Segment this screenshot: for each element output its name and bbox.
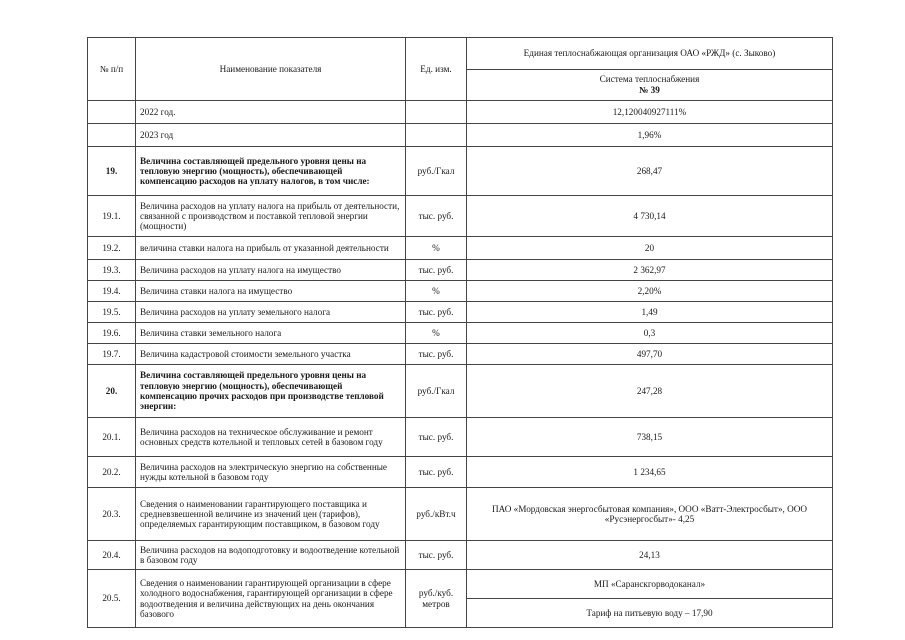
- row-value: 1,96%: [467, 124, 833, 147]
- row-indicator-name: Величина составляющей предельного уровня цены на тепловую энергию (мощность), обеспечивающей компенсацию расходов на уплату налогов, в том числе:: [136, 147, 406, 196]
- row-number: 20.: [88, 365, 136, 418]
- row-indicator-name: Величина составляющей предельного уровня цены на тепловую энергию (мощность), обеспечивающей компенсацию прочих расходов при производстве тепловой энергии:: [136, 365, 406, 418]
- row-indicator-name: Величина расходов на уплату земельного налога: [136, 302, 406, 323]
- row-value-organization: МП «Саранскгорводоканал»: [467, 570, 833, 599]
- table-row: [88, 260, 833, 281]
- row-number: 19.4.: [88, 281, 136, 302]
- row-value: 268,47: [467, 147, 833, 196]
- table-row: [88, 344, 833, 365]
- row-number: [88, 101, 136, 124]
- row-number: 19.3.: [88, 260, 136, 281]
- table-row: [88, 302, 833, 323]
- row-unit: руб./Гкал: [406, 147, 467, 196]
- header-organization: Единая теплоснабжающая организация ОАО «РЖД» (с. Зыково): [467, 38, 833, 70]
- row-value: 2 362,97: [467, 260, 833, 281]
- table-row: [88, 196, 833, 237]
- row-number: 19.5.: [88, 302, 136, 323]
- row-number: 20.2.: [88, 457, 136, 488]
- header-name: Наименование показателя: [136, 38, 406, 101]
- row-unit: %: [406, 237, 467, 260]
- header-num: № п/п: [88, 38, 136, 101]
- row-indicator-name: Величина расходов на техническое обслуживание и ремонт основных средств котельной и тепловых сетей в базовом году: [136, 418, 406, 457]
- row-value: 247,28: [467, 365, 833, 418]
- table-row: [88, 418, 833, 457]
- row-unit: [406, 101, 467, 124]
- row-indicator-name: величина ставки налога на прибыль от указанной деятельности: [136, 237, 406, 260]
- row-unit: %: [406, 323, 467, 344]
- row-value-tariff: Тариф на питьевую воду – 17,90: [467, 599, 833, 628]
- row-value: 497,70: [467, 344, 833, 365]
- header-row: [88, 38, 833, 70]
- row-indicator-name: Величина расходов на водоподготовку и водоотведение котельной в базовом году: [136, 541, 406, 570]
- row-unit: руб./кВт.ч: [406, 488, 467, 541]
- row-value: ПАО «Мордовская энергосбытовая компания», ООО «Ватт-Электросбыт», ООО «Русэнергосбыт»- 4,25: [467, 488, 833, 541]
- row-value: 1 234,65: [467, 457, 833, 488]
- row-unit: тыс. руб.: [406, 302, 467, 323]
- table-row: [88, 147, 833, 196]
- row-unit: [406, 124, 467, 147]
- row-value: 1,49: [467, 302, 833, 323]
- row-value: 0,3: [467, 323, 833, 344]
- row-indicator-name: Величина расходов на уплату налога на имущество: [136, 260, 406, 281]
- row-unit: тыс. руб.: [406, 344, 467, 365]
- row-indicator-name: Величина ставки налога на имущество: [136, 281, 406, 302]
- row-indicator-name: Сведения о наименовании гарантирующего поставщика и средневзвешенной величине из значений цен (тарифов), определяемых гарантирующим поставщиком, в базовом году: [136, 488, 406, 541]
- row-number: 19.6.: [88, 323, 136, 344]
- row-unit: тыс. руб.: [406, 457, 467, 488]
- row-indicator-name: 2023 год: [136, 124, 406, 147]
- row-number: 19.2.: [88, 237, 136, 260]
- row-indicator-name: 2022 год.: [136, 101, 406, 124]
- row-number: 20.1.: [88, 418, 136, 457]
- table-row: [88, 457, 833, 488]
- row-unit: тыс. руб.: [406, 260, 467, 281]
- table-row: [88, 365, 833, 418]
- row-unit: тыс. руб.: [406, 541, 467, 570]
- row-number: 20.3.: [88, 488, 136, 541]
- header-system: [467, 69, 833, 101]
- table-row: [88, 101, 833, 124]
- header-unit: Ед. изм.: [406, 38, 467, 101]
- row-indicator-name: Величина расходов на электрическую энергию на собственные нужды котельной в базовом году: [136, 457, 406, 488]
- header-system-number: № 39: [639, 84, 660, 95]
- row-unit: %: [406, 281, 467, 302]
- table-row: [88, 281, 833, 302]
- row-indicator-name: Величина кадастровой стоимости земельного участка: [136, 344, 406, 365]
- row-number: 20.4.: [88, 541, 136, 570]
- row-number: 19.: [88, 147, 136, 196]
- row-indicator-name: Величина ставки земельного налога: [136, 323, 406, 344]
- table-row: [88, 323, 833, 344]
- row-value: 4 730,14: [467, 196, 833, 237]
- row-unit: тыс. руб.: [406, 196, 467, 237]
- row-value: 12,120040927111%: [467, 101, 833, 124]
- row-value: 2,20%: [467, 281, 833, 302]
- table-row: [88, 488, 833, 541]
- table-row: [88, 541, 833, 570]
- row-value: 24,13: [467, 541, 833, 570]
- row-indicator-name: Величина расходов на уплату налога на прибыль от деятельности, связанной с производством и поставкой тепловой энергии (мощности): [136, 196, 406, 237]
- row-number: 19.7.: [88, 344, 136, 365]
- row-value: 738,15: [467, 418, 833, 457]
- table-row: [88, 570, 833, 599]
- row-unit: тыс. руб.: [406, 418, 467, 457]
- row-value: 20: [467, 237, 833, 260]
- table-row: [88, 124, 833, 147]
- row-number: 20.5.: [88, 570, 136, 628]
- header-system-label: Система теплоснабжения: [599, 74, 700, 85]
- row-indicator-name: Сведения о наименовании гарантирующей организации в сфере холодного водоснабжения, гарантирующей организации в сфере водоотведения и величина действующих на день окончания базового: [136, 570, 406, 628]
- row-number: [88, 124, 136, 147]
- row-number: 19.1.: [88, 196, 136, 237]
- tariff-indicators-table: [87, 37, 833, 628]
- row-unit: руб./Гкал: [406, 365, 467, 418]
- table-row: [88, 237, 833, 260]
- row-unit: руб./куб. метров: [406, 570, 467, 628]
